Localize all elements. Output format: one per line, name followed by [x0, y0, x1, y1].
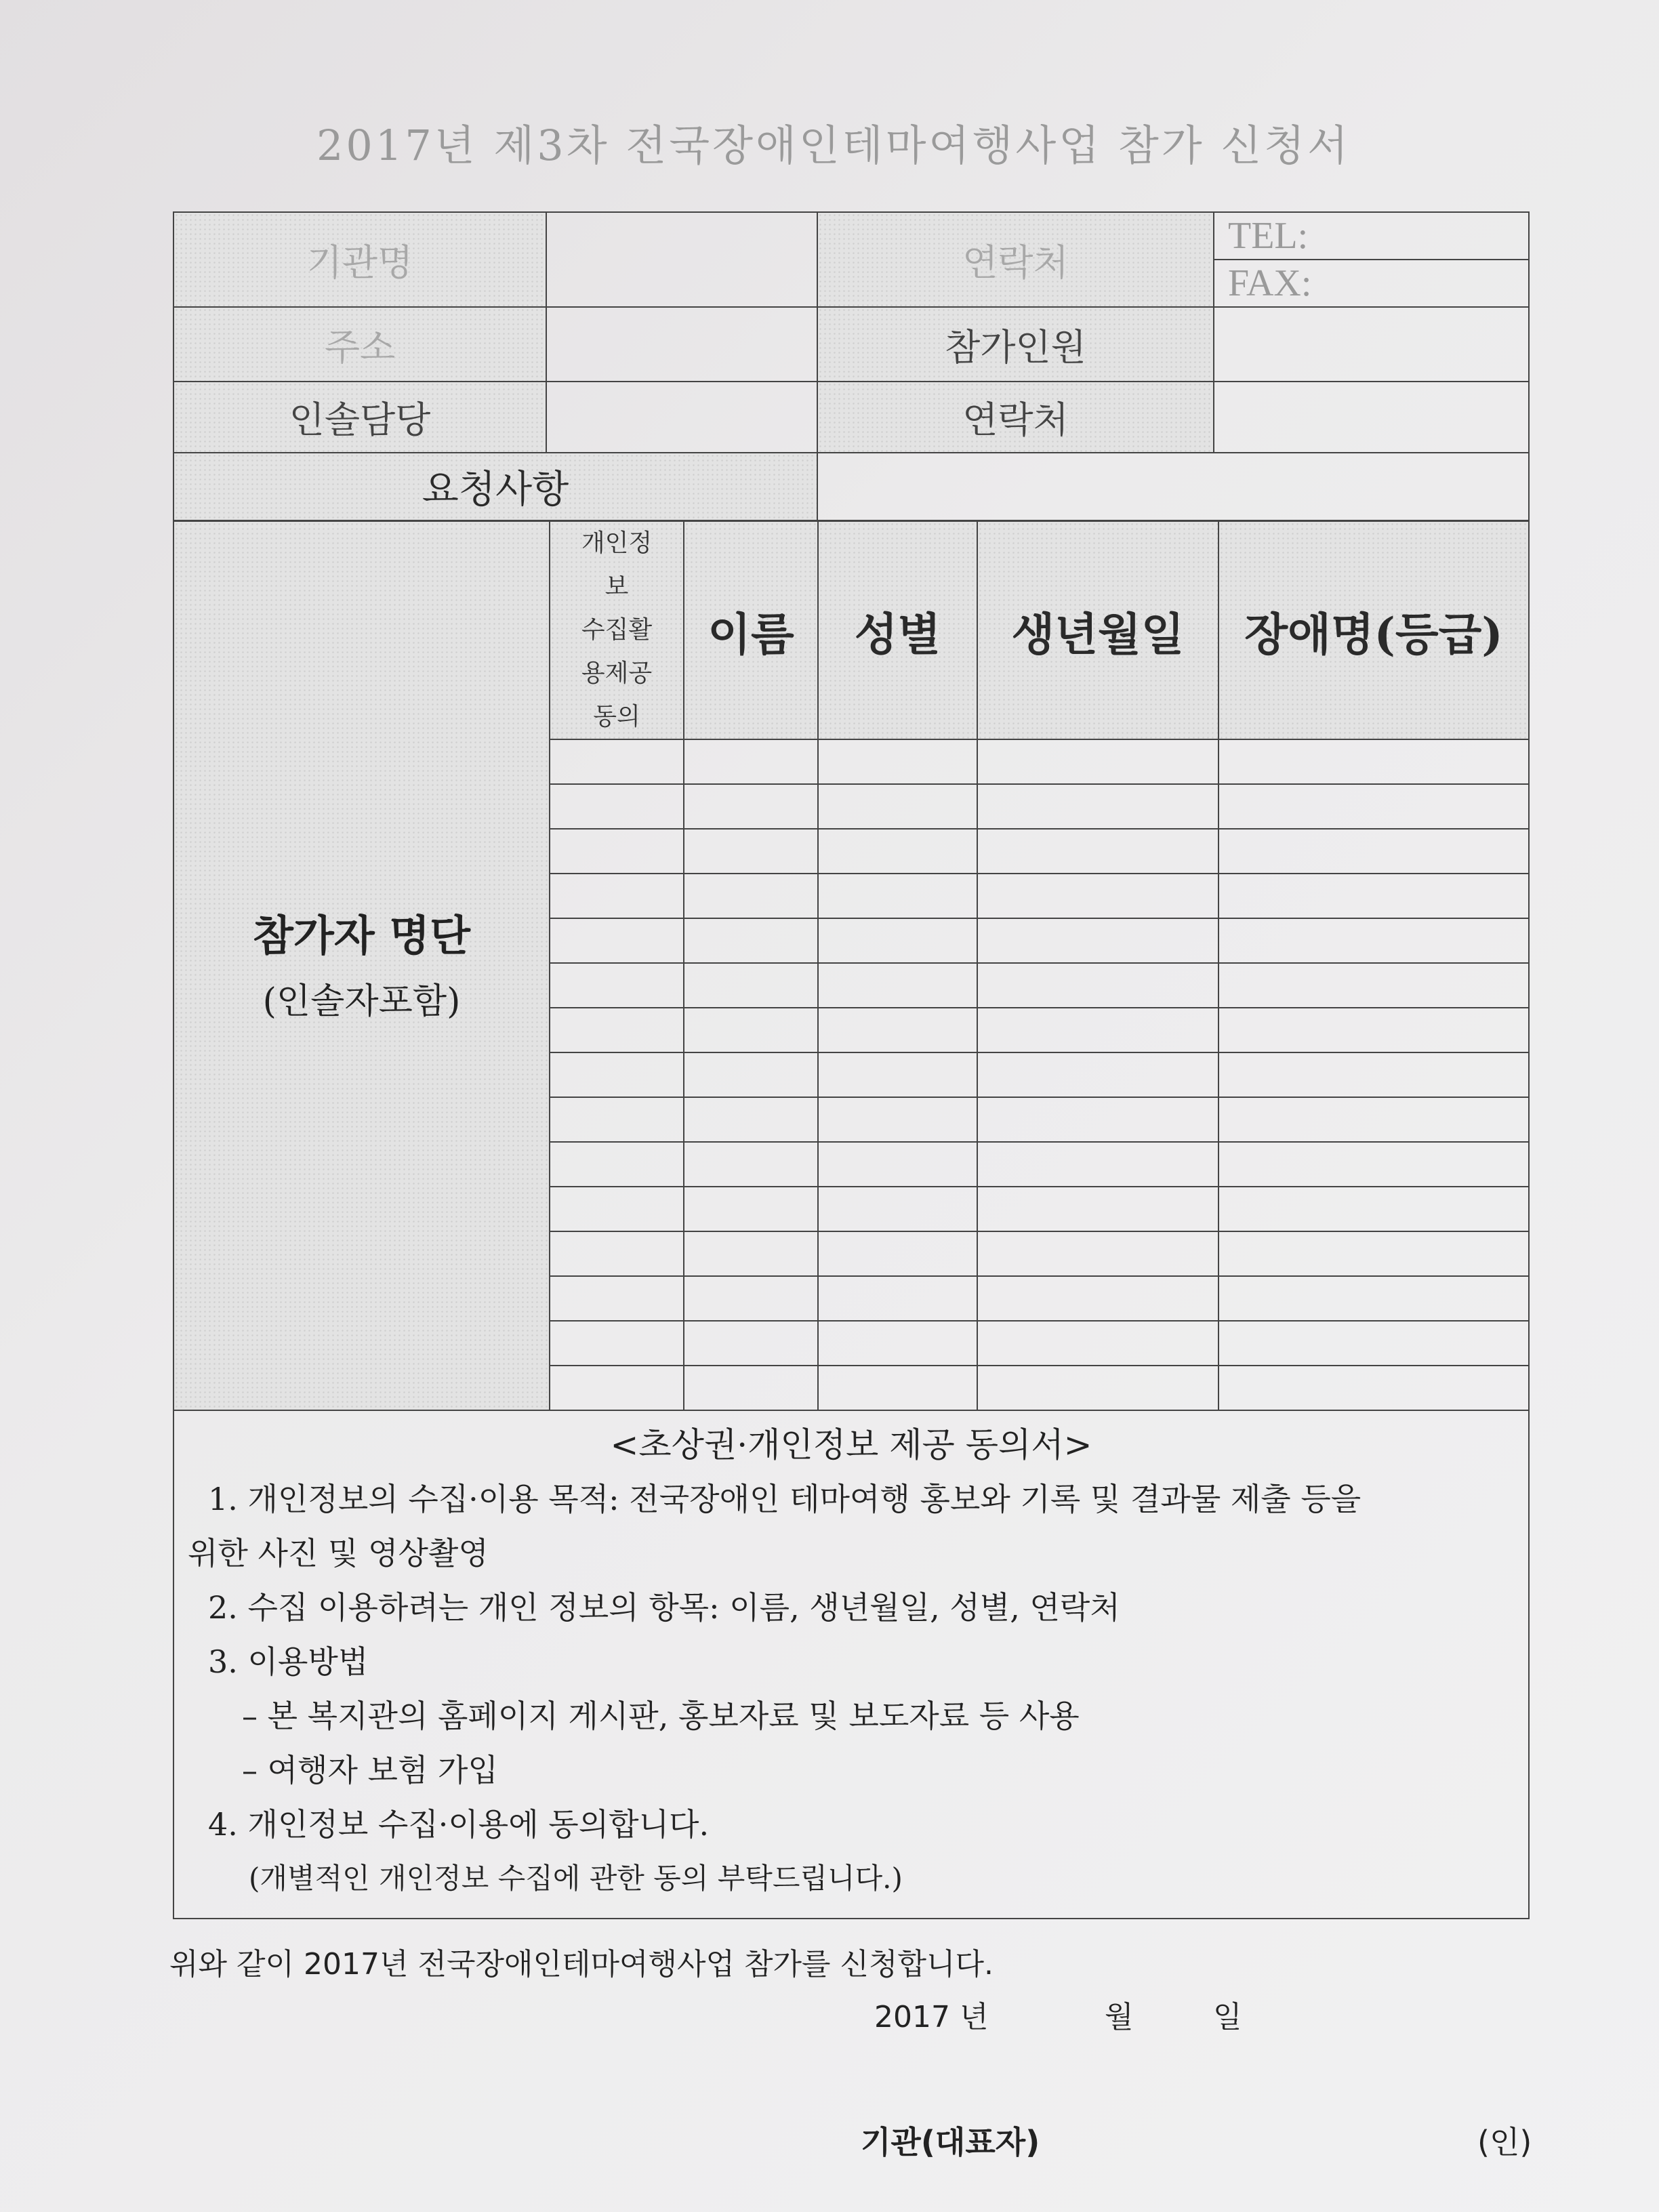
roster-cell[interactable]: [818, 918, 977, 963]
roster-sublabel: (인솔자포함): [262, 981, 461, 1022]
roster-cell[interactable]: [977, 874, 1218, 918]
roster-cell[interactable]: [977, 1231, 1218, 1276]
roster-cell[interactable]: [977, 739, 1218, 784]
consent-section: [173, 1410, 1529, 1919]
roster-cell[interactable]: [1218, 963, 1529, 1008]
consent-item-4-note: (개별적인 개인정보 수집에 관한 동의 부탁드립니다.): [249, 1862, 903, 1895]
name-column-header: 이름: [684, 521, 818, 739]
roster-cell[interactable]: [550, 1187, 684, 1231]
roster-cell[interactable]: [550, 1008, 684, 1052]
roster-cell[interactable]: [977, 784, 1218, 829]
roster-cell[interactable]: [1218, 1008, 1529, 1052]
roster-cell[interactable]: [550, 963, 684, 1008]
disability-column-header: 장애명(등급): [1218, 521, 1529, 739]
roster-cell[interactable]: [818, 829, 977, 874]
roster-cell[interactable]: [977, 1097, 1218, 1142]
consent-column-header: 개인정 보 수집활 용제공 동의: [550, 521, 684, 739]
roster-cell[interactable]: [1218, 1321, 1529, 1366]
roster-cell[interactable]: [684, 784, 818, 829]
org-name-field[interactable]: [546, 212, 817, 307]
roster-cell[interactable]: [684, 739, 818, 784]
consent-item-1: 1. 개인정보의 수집·이용 목적: 전국장애인 테마여행 홍보와 기록 및 결과물 제출 등을: [208, 1481, 1361, 1517]
roster-cell[interactable]: [1218, 1231, 1529, 1276]
roster-cell[interactable]: [550, 1276, 684, 1321]
roster-cell[interactable]: [684, 918, 818, 963]
participants-count-label: 참가인원: [817, 307, 1214, 382]
roster-cell[interactable]: [818, 1097, 977, 1142]
roster-cell[interactable]: [550, 829, 684, 874]
signer-label: 기관(대표자): [861, 2124, 1040, 2160]
date-day[interactable]: 일: [1213, 2000, 1242, 2034]
roster-cell[interactable]: [818, 874, 977, 918]
roster-cell[interactable]: [684, 1097, 818, 1142]
roster-cell[interactable]: [1218, 784, 1529, 829]
roster-cell[interactable]: [818, 1008, 977, 1052]
address-field[interactable]: [546, 307, 817, 382]
consent-item-3a: – 본 복지관의 홈페이지 게시판, 홍보자료 및 보도자료 등 사용: [242, 1698, 1080, 1734]
roster-cell[interactable]: [684, 1321, 818, 1366]
consent-title: <초상권·개인정보 제공 동의서>: [610, 1425, 1092, 1465]
roster-cell[interactable]: [1218, 1142, 1529, 1187]
roster-cell[interactable]: [818, 1187, 977, 1231]
date-year[interactable]: 2017 년: [874, 2000, 989, 2034]
roster-cell[interactable]: [550, 1142, 684, 1187]
roster-cell[interactable]: [818, 1321, 977, 1366]
consent-item-1-cont: 위한 사진 및 영상촬영: [188, 1535, 489, 1572]
escort-manager-label: 인솔담당: [173, 382, 546, 453]
roster-cell[interactable]: [818, 963, 977, 1008]
roster-cell[interactable]: [818, 1142, 977, 1187]
roster-cell[interactable]: [977, 918, 1218, 963]
roster-cell[interactable]: [818, 1231, 977, 1276]
roster-cell[interactable]: [684, 1366, 818, 1410]
consent-item-3: 3. 이용방법: [208, 1643, 369, 1680]
roster-cell[interactable]: [1218, 1097, 1529, 1142]
roster-cell[interactable]: [684, 1276, 818, 1321]
requests-label: 요청사항: [173, 453, 817, 520]
gender-column-header: 성별: [818, 521, 977, 739]
form-title: 2017년 제3차 전국장애인테마여행사업 참가 신청서: [316, 121, 1351, 170]
consent-item-3b: – 여행자 보험 가입: [242, 1752, 498, 1788]
roster-cell[interactable]: [550, 1231, 684, 1276]
roster-cell[interactable]: [684, 1008, 818, 1052]
roster-cell[interactable]: [684, 963, 818, 1008]
roster-cell[interactable]: [977, 1187, 1218, 1231]
address-label: 주소: [173, 307, 546, 382]
roster-cell[interactable]: [977, 829, 1218, 874]
roster-cell[interactable]: [1218, 918, 1529, 963]
roster-cell[interactable]: [550, 784, 684, 829]
roster-cell[interactable]: [818, 1052, 977, 1097]
roster-cell[interactable]: [684, 1187, 818, 1231]
org-name-label: 기관명: [173, 212, 546, 307]
roster-cell[interactable]: [684, 1231, 818, 1276]
roster-cell[interactable]: [1218, 1366, 1529, 1410]
roster-cell[interactable]: [977, 1321, 1218, 1366]
consent-item-4: 4. 개인정보 수집·이용에 동의합니다.: [208, 1806, 710, 1843]
roster-cell[interactable]: [977, 1142, 1218, 1187]
roster-cell[interactable]: [1218, 874, 1529, 918]
roster-cell[interactable]: [977, 1366, 1218, 1410]
roster-cell[interactable]: [1218, 1187, 1529, 1231]
consent-item-2: 2. 수집 이용하려는 개인 정보의 항목: 이름, 생년월일, 성별, 연락처: [208, 1589, 1120, 1626]
roster-cell[interactable]: [818, 739, 977, 784]
roster-cell[interactable]: [977, 1276, 1218, 1321]
roster-cell[interactable]: [818, 1366, 977, 1410]
contact2-field[interactable]: [1214, 382, 1529, 453]
roster-cell[interactable]: [684, 829, 818, 874]
fax-field[interactable]: FAX:: [1214, 260, 1529, 307]
birthdate-column-header: 생년월일: [977, 521, 1218, 739]
escort-manager-field[interactable]: [546, 382, 817, 453]
roster-cell[interactable]: [1218, 739, 1529, 784]
roster-cell[interactable]: [684, 1052, 818, 1097]
roster-cell[interactable]: [1218, 1276, 1529, 1321]
roster-cell[interactable]: [977, 1052, 1218, 1097]
roster-cell[interactable]: [684, 874, 818, 918]
roster-label-cell: [173, 521, 550, 1410]
roster-cell[interactable]: [977, 1008, 1218, 1052]
roster-cell[interactable]: [550, 1366, 684, 1410]
roster-label: 참가자 명단: [252, 911, 471, 961]
roster-cell[interactable]: [550, 1052, 684, 1097]
contact2-label: 연락처: [817, 382, 1214, 453]
date-month[interactable]: 월: [1105, 2000, 1134, 2034]
roster-cell[interactable]: [977, 963, 1218, 1008]
roster-cell[interactable]: [550, 874, 684, 918]
roster-cell[interactable]: [818, 784, 977, 829]
roster-cell[interactable]: [550, 1097, 684, 1142]
application-statement: 위와 같이 2017년 전국장애인테마여행사업 참가를 신청합니다.: [169, 1947, 994, 1982]
roster-cell[interactable]: [550, 1321, 684, 1366]
roster-cell[interactable]: [1218, 1052, 1529, 1097]
roster-cell[interactable]: [684, 1142, 818, 1187]
application-table: [173, 211, 1530, 521]
seal-mark[interactable]: (인): [1477, 2124, 1532, 2160]
participants-count-field[interactable]: [1214, 307, 1529, 382]
roster-cell[interactable]: [818, 1276, 977, 1321]
roster-cell[interactable]: [550, 918, 684, 963]
tel-field[interactable]: TEL:: [1214, 212, 1529, 260]
roster-cell[interactable]: [1218, 829, 1529, 874]
roster-table: [173, 520, 1530, 1919]
roster-cell[interactable]: [550, 739, 684, 784]
requests-field[interactable]: [817, 453, 1529, 520]
contact-label: 연락처: [817, 212, 1214, 307]
